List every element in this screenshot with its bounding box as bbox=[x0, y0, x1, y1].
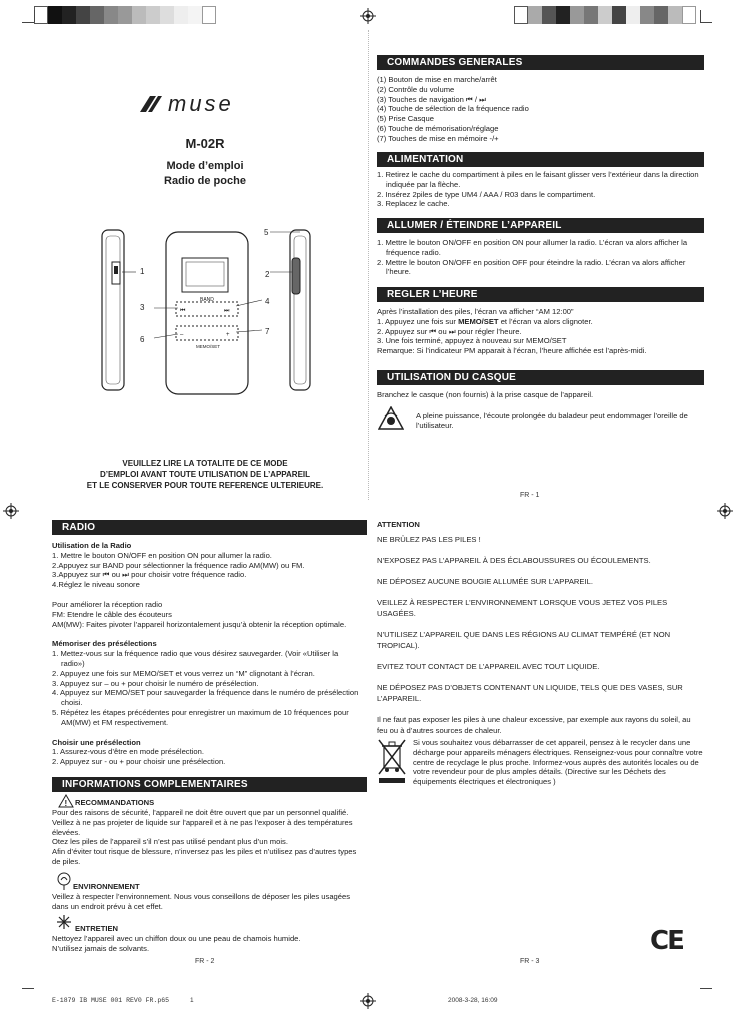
footer-date: 2008-3-28, 16:09 bbox=[448, 997, 498, 1004]
list-item: 5. Répétez les étapes précédentes pour enregistrer un maximum de 10 fréquences pour AM(MW) et FM respectivement. bbox=[52, 707, 349, 727]
list-item: 3. Appuyez sur – ou + pour choisir le numéro de présélection. bbox=[52, 678, 259, 688]
radio-improve: AM(MW): Faites pivoter l’appareil horizontalement jusqu’à obtenir la réception optimale. bbox=[52, 619, 347, 629]
casque-warning: A pleine puissance, l’écoute prolongée du baladeur peut endommager l’oreille de l’utilisateur. bbox=[416, 411, 688, 430]
footer-filename: E-1879 IB MUSE 001 REV0 FR.p65 bbox=[52, 997, 170, 1004]
list-item: 2.Appuyez sur BAND pour sélectionner la fréquence radio AM(MW) ou FM. bbox=[52, 560, 305, 570]
list-item: 1. Mettre le bouton ON/OFF en position ON pour allumer la radio. L’écran va alors afficher la fréquence radio. bbox=[377, 238, 688, 257]
model-title: M-02R bbox=[185, 136, 225, 151]
env-text: Veillez à respecter l’environnement. Nous vous conseillons de déposer les piles usagées dans un endroit prévu à cet effet. bbox=[52, 892, 351, 911]
ent-line: Nettoyez l’appareil avec un chiffon doux ou une peau de chamois humide. bbox=[52, 934, 301, 943]
radio-use-heading: Utilisation de la Radio bbox=[52, 541, 132, 550]
fold-line bbox=[368, 30, 369, 500]
crop-mark bbox=[34, 10, 35, 22]
svg-text:MEMO/SET: MEMO/SET bbox=[196, 344, 221, 349]
env-heading: ENVIRONNEMENT bbox=[73, 882, 140, 891]
crop-mark bbox=[22, 988, 34, 989]
section-header-infos: INFORMATIONS COMPLEMENTAIRES bbox=[52, 777, 367, 792]
heure-step-2: 2. Appuyez sur ⏮ ou ⏭ pour régler l’heure. bbox=[377, 326, 522, 336]
svg-text:2: 2 bbox=[265, 270, 270, 279]
weee-bin-icon bbox=[377, 738, 407, 788]
svg-text:BAND: BAND bbox=[200, 297, 214, 303]
section-header-casque: UTILISATION DU CASQUE bbox=[377, 370, 704, 385]
radio-improve: Pour améliorer la réception radio bbox=[52, 599, 163, 609]
heure-step-3: 3. Une fois terminé, appuyez à nouveau sur MEMO/SET bbox=[377, 336, 567, 346]
alimentation-list bbox=[377, 170, 703, 209]
svg-text:+: + bbox=[226, 332, 230, 338]
attention-item: N’UTILISEZ L’APPAREIL QUE DANS LES RÉGIONS AU CLIMAT TEMPÉRÉ (ET NON TROPICAL). bbox=[377, 630, 671, 650]
list-item: (7) Touches de mise en mémoire -/+ bbox=[377, 133, 499, 143]
list-item: 2. Insérez 2piles de type UM4 / AAA / R03 dans le compartiment. bbox=[377, 189, 596, 199]
attention-item: EVITEZ TOUT CONTACT DE L’APPAREIL AVEC TOUT LIQUIDE. bbox=[377, 662, 600, 671]
ce-mark: CE bbox=[650, 926, 683, 956]
reco-line: Afin d’éviter tout risque de blessure, n’inversez pas les piles et n’utilisez pas d’autres types de piles. bbox=[52, 847, 357, 866]
attention-heading: ATTENTION bbox=[377, 520, 420, 529]
heure-text bbox=[377, 307, 703, 356]
step-text-bold: MEMO/SET bbox=[458, 316, 499, 326]
list-item: 3. Replacez le cache. bbox=[377, 199, 450, 209]
svg-text:!: ! bbox=[64, 799, 68, 808]
list-item: 4.Réglez le niveau sonore bbox=[52, 580, 140, 590]
read-warning-line: ET LE CONSERVER POUR TOUTE REFERENCE ULTERIEURE. bbox=[86, 481, 324, 490]
section-header-allumer: ALLUMER / ÉTEINDRE L’APPAREIL bbox=[377, 218, 704, 233]
color-registration-bar-right bbox=[514, 6, 696, 24]
attention-list bbox=[377, 534, 697, 746]
attention-item: NE DÉPOSEZ AUCUNE BOUGIE ALLUMÉE SUR L’APPAREIL. bbox=[377, 577, 593, 586]
attention-item: N’EXPOSEZ PAS L’APPAREIL À DES ÉCLABOUSSURES OU ÉCOULEMENTS. bbox=[377, 556, 651, 565]
muse-logo bbox=[138, 92, 270, 116]
footer-page: 1 bbox=[190, 997, 194, 1004]
attention-item: VEILLEZ À RESPECTER L’ENVIRONNEMENT LORSQUE VOUS JETEZ VOS PILES USAGÉES. bbox=[377, 598, 668, 618]
svg-text:5: 5 bbox=[264, 228, 269, 237]
weee-text: Si vous souhaitez vous débarrasser de cet appareil, pensez à le recycler dans une décharge pour appareils ménagers électriques. Renseignez-vous pour connaître votre centre de recyclage le plus proche. Informez-vous auprès des autorités locales ou de votre revendeur pour de plus amples détails. (Directive sur les Déchets des équipements électriques et électroniques ) bbox=[413, 738, 703, 787]
radio-choose-heading: Choisir une présélection bbox=[52, 737, 141, 747]
muse-logo-icon bbox=[138, 92, 270, 116]
page-number: FR - 3 bbox=[520, 958, 540, 965]
heure-intro: Après l’installation des piles, l’écran va afficher “AM 12:00” bbox=[377, 307, 574, 316]
subtitle-radio-poche: Radio de poche bbox=[164, 175, 246, 187]
list-item: (1) Bouton de mise en marche/arrêt bbox=[377, 75, 497, 84]
subtitle-mode-emploi: Mode d’emploi bbox=[166, 160, 244, 172]
list-item: 2. Appuyez sur - ou + pour choisir une présélection. bbox=[52, 757, 226, 767]
crop-mark bbox=[22, 22, 34, 23]
list-item: 2. Appuyez une fois sur MEMO/SET et vous verrez un “M” clignotant à l’écran. bbox=[52, 668, 315, 678]
reco-heading: RECOMMANDATIONS bbox=[75, 798, 155, 807]
svg-text:⏭: ⏭ bbox=[224, 308, 230, 314]
svg-text:⏮: ⏮ bbox=[180, 308, 186, 314]
commandes-list bbox=[377, 75, 697, 144]
svg-text:7: 7 bbox=[265, 327, 270, 336]
caution-icon bbox=[58, 794, 74, 808]
section-header-alimentation: ALIMENTATION bbox=[377, 152, 704, 167]
color-registration-bar-left bbox=[34, 6, 216, 24]
list-item: (5) Prise Casque bbox=[377, 114, 434, 124]
svg-text:3: 3 bbox=[140, 303, 145, 312]
svg-text:4: 4 bbox=[265, 297, 270, 306]
page-number: FR - 2 bbox=[195, 958, 215, 965]
cleaning-icon bbox=[56, 914, 72, 930]
heure-step-1 bbox=[377, 317, 703, 327]
list-item: 1. Mettez-vous sur la fréquence radio que vous désirez sauvegarder. (Voir «Utiliser la radio») bbox=[52, 649, 339, 668]
svg-text:muse: muse bbox=[168, 92, 234, 116]
radio-mem-heading: Mémoriser des présélections bbox=[52, 639, 157, 649]
svg-text:–: – bbox=[180, 332, 184, 338]
attention-item: NE DÉPOSEZ PAS D’OBJETS CONTENANT UN LIQUIDE, TELS QUE DES VASES, SUR L’APPAREIL. bbox=[377, 683, 683, 703]
registration-mark-icon bbox=[360, 993, 376, 1009]
radio-text bbox=[52, 541, 362, 767]
registration-mark-icon bbox=[360, 8, 376, 24]
list-item: 1. Mettre le bouton ON/OFF en position ON pour allumer la radio. bbox=[52, 550, 272, 560]
crop-mark bbox=[700, 988, 712, 989]
attention-heat: Il ne faut pas exposer les piles à une chaleur excessive, par exemple aux rayons du soleil, au feu ou à d’autres sources de chaleur. bbox=[377, 715, 691, 735]
list-item: (6) Touche de mémorisation/réglage bbox=[377, 123, 499, 133]
list-item: 4. Appuyez sur MEMO/SET pour sauvegarder la fréquence dans le numéro de présélection choisi. bbox=[52, 688, 359, 708]
section-header-commandes: COMMANDES GENERALES bbox=[377, 55, 704, 70]
environment-icon bbox=[56, 872, 72, 890]
step-text: 1. Appuyez une fois sur bbox=[377, 316, 459, 326]
read-warning bbox=[60, 458, 350, 491]
read-warning-line: D’EMPLOI AVANT TOUTE UTILISATION DE L’APPAREIL bbox=[99, 470, 311, 479]
list-item: (4) Touche de sélection de la fréquence radio bbox=[377, 104, 529, 114]
page-number: FR - 1 bbox=[520, 492, 540, 499]
list-item: 2. Mettre le bouton ON/OFF en position OFF pour éteindre la radio. L’écran va alors afficher l’heure. bbox=[377, 257, 686, 277]
section-header-heure: REGLER L’HEURE bbox=[377, 287, 704, 302]
reco-line: Veillez à ne pas projeter de liquide sur l’appareil et à ne pas l’exposer à des températures élevées. bbox=[52, 817, 353, 837]
attention-item: NE BRÛLEZ PAS LES PILES ! bbox=[377, 535, 481, 544]
allumer-list bbox=[377, 238, 703, 277]
registration-mark-icon bbox=[717, 503, 733, 519]
casque-text: Branchez le casque (non fournis) à la prise casque de l’appareil. bbox=[377, 390, 594, 399]
ent-line: N’utilisez jamais de solvants. bbox=[52, 943, 150, 953]
list-item: (3) Touches de navigation ⏮ / ⏭ bbox=[377, 94, 486, 104]
svg-text:1: 1 bbox=[140, 267, 145, 276]
hearing-warning-icon bbox=[378, 406, 404, 430]
list-item: 1. Retirez le cache du compartiment à piles en le faisant glisser vers l’extérieur dans la direction indiquée par la flèche. bbox=[377, 170, 699, 189]
svg-text:6: 6 bbox=[140, 335, 145, 344]
step-text: et l’écran va alors clignoter. bbox=[498, 316, 593, 326]
device-diagram bbox=[96, 222, 318, 398]
crop-mark bbox=[700, 10, 701, 22]
ent-heading: ENTRETIEN bbox=[75, 924, 119, 933]
reco-text bbox=[52, 808, 362, 867]
crop-mark bbox=[700, 22, 712, 23]
reco-line: Otez les piles de l’appareil s’il n’est pas utilisé pendant plus d’un mois. bbox=[52, 837, 288, 847]
list-item: (2) Contrôle du volume bbox=[377, 84, 455, 94]
registration-mark-icon bbox=[3, 503, 19, 519]
read-warning-line: VEUILLEZ LIRE LA TOTALITE DE CE MODE bbox=[122, 459, 288, 468]
list-item: 1. Assurez-vous d’être en mode présélection. bbox=[52, 747, 204, 757]
list-item: 3.Appuyez sur ⏮ ou ⏭ pour choisir votre fréquence radio. bbox=[52, 570, 247, 580]
reco-line: Pour des raisons de sécurité, l’appareil ne doit être ouvert que par un personnel qualifié. bbox=[52, 808, 349, 817]
heure-remark: Remarque: Si l’indicateur PM apparait à l’écran, l’heure affichée est l’après-midi. bbox=[377, 346, 647, 356]
ent-text bbox=[52, 934, 362, 954]
section-header-radio: RADIO bbox=[52, 520, 367, 535]
radio-improve: FM: Etendre le câble des écouteurs bbox=[52, 609, 172, 619]
